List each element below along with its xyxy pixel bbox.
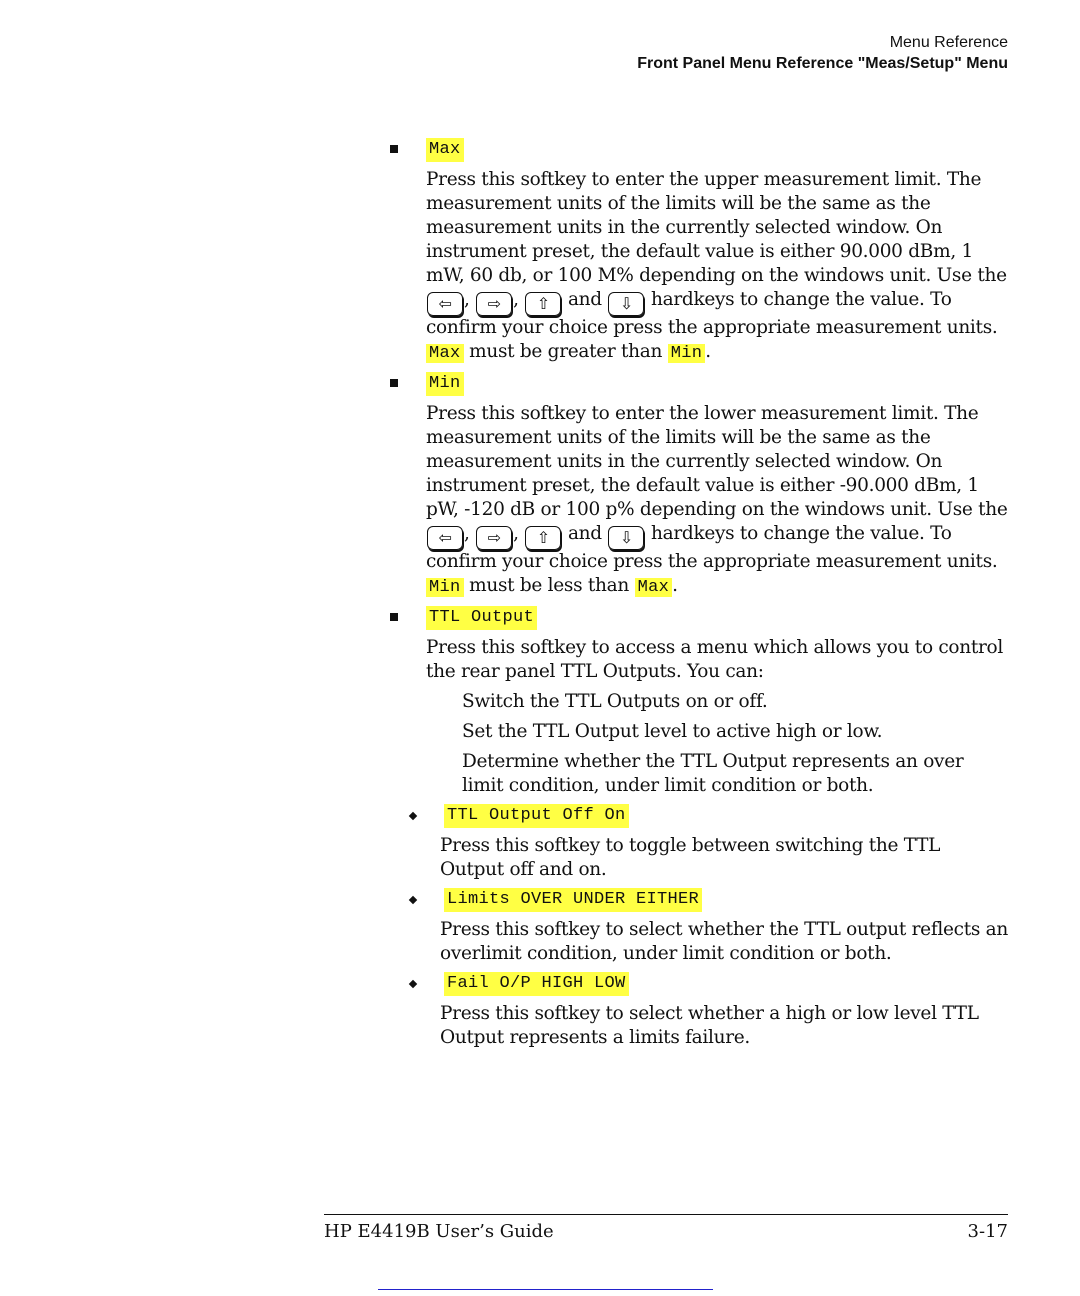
softkey-ref-max: Max [426,344,464,363]
square-bullet-icon [390,145,398,153]
bullet-min [388,372,1008,396]
ttl-off-on-description: Press this softkey to toggle between switching the TTL Output off and on. [440,835,941,880]
softkey-max: Max [426,138,464,162]
min-and: and [567,523,602,544]
ttl-list-item: Determine whether the TTL Output represents an over limit condition, under limit condition or both. [462,751,964,796]
diamond-bullet-icon [409,896,417,904]
page-header [637,32,1008,74]
square-bullet-icon [390,613,398,621]
softkey-ttl-output-off-on: TTL Output Off On [444,804,629,828]
min-description: Press this softkey to enter the lower measurement limit. The measurement units of the limits will be the same as the measurement units in the currently selected window. On instrument preset, the default value is either -90.000 dBm, 1 pW, -120 dB or 100 p% depending on the windows unit. Use the ⇦ , ⇨ , ⇧ and ⇩ hardkeys to change the value. To confirm your choice press the appropriate measurement units. Min must be less than Max . [426,403,1008,597]
softkey-ttl-output: TTL Output [426,606,537,630]
max-text-2: hardkeys to change the value. To confirm your choice press the appropriate measurement units. [426,289,998,338]
header-section: Menu Reference [889,34,1008,51]
max-the: the [977,265,1007,286]
bullet-max [388,138,1008,162]
softkey-limits: Limits OVER UNDER EITHER [444,888,702,912]
bullet-fail-op [388,972,1008,996]
right-arrow-hardkey-icon: ⇨ [476,526,512,550]
page-number: 3-17 [967,1221,1008,1242]
square-bullet-icon [390,379,398,387]
up-arrow-hardkey-icon: ⇧ [525,526,561,550]
right-arrow-hardkey-icon: ⇨ [476,292,512,316]
softkey-ref-max: Max [635,578,673,597]
ttl-description: Press this softkey to access a menu which allows you to control the rear panel TTL Outputs. You can: [426,637,1004,682]
min-text-3: must be less than [469,575,629,596]
link-underline [378,1289,713,1290]
min-text-2: hardkeys to change the value. To confirm your choice press the appropriate measurement units. [426,523,998,572]
max-description: Press this softkey to enter the upper measurement limit. The measurement units of the limits will be the same as the measurement units in the currently selected window. On instrument preset, the default value is either 90.000 dBm, 1 mW, 60 db, or 100 M% depending on the windows unit. Use the ⇦ , ⇨ , ⇧ and ⇩ hardkeys to change the value. To confirm your choice press the appropriate measurement units. Max must be greater than Min . [426,169,1007,363]
diamond-bullet-icon [409,980,417,988]
max-text-3: must be greater than [469,341,663,362]
softkey-min: Min [426,372,464,396]
bullet-limits [388,888,1008,912]
diamond-bullet-icon [409,812,417,820]
header-subsection: Front Panel Menu Reference "Meas/Setup" Menu [637,55,1008,72]
bullet-ttl-output [388,606,1008,630]
max-and: and [567,289,602,310]
page-footer [324,1214,1008,1242]
softkey-ref-min: Min [668,344,706,363]
ttl-list-item: Set the TTL Output level to active high or low. [462,721,883,742]
left-arrow-hardkey-icon: ⇦ [427,292,463,316]
down-arrow-hardkey-icon: ⇩ [608,526,644,550]
min-the: the [978,499,1008,520]
bullet-ttl-output-off-on [388,804,1008,828]
softkey-fail-op: Fail O/P HIGH LOW [444,972,629,996]
left-arrow-hardkey-icon: ⇦ [427,526,463,550]
page-content [388,138,1008,1056]
footer-guide-title: HP E4419B User’s Guide [324,1221,554,1242]
fail-op-description: Press this softkey to select whether a high or low level TTL Output represents a limits failure. [440,1003,979,1048]
limits-description: Press this softkey to select whether the TTL output reflects an overlimit condition, under limit condition or both. [440,919,1008,964]
max-text: Press this softkey to enter the upper measurement limit. The measurement units of the limits will be the same as the measurement units in the currently selected window. On instrument preset, the default value is either 90.000 dBm, 1 mW, 60 db, or 100 M% depending on the windows unit. Use [426,169,982,286]
up-arrow-hardkey-icon: ⇧ [525,292,561,316]
softkey-ref-min: Min [426,578,464,597]
down-arrow-hardkey-icon: ⇩ [608,292,644,316]
ttl-list-item: Switch the TTL Outputs on or off. [462,691,768,712]
min-text: Press this softkey to enter the lower measurement limit. The measurement units of the limits will be the same as the measurement units in the currently selected window. On instrument preset, the default value is either -90.000 dBm, 1 pW, -120 dB or 100 p% depending on the windows unit. Use [426,403,979,520]
